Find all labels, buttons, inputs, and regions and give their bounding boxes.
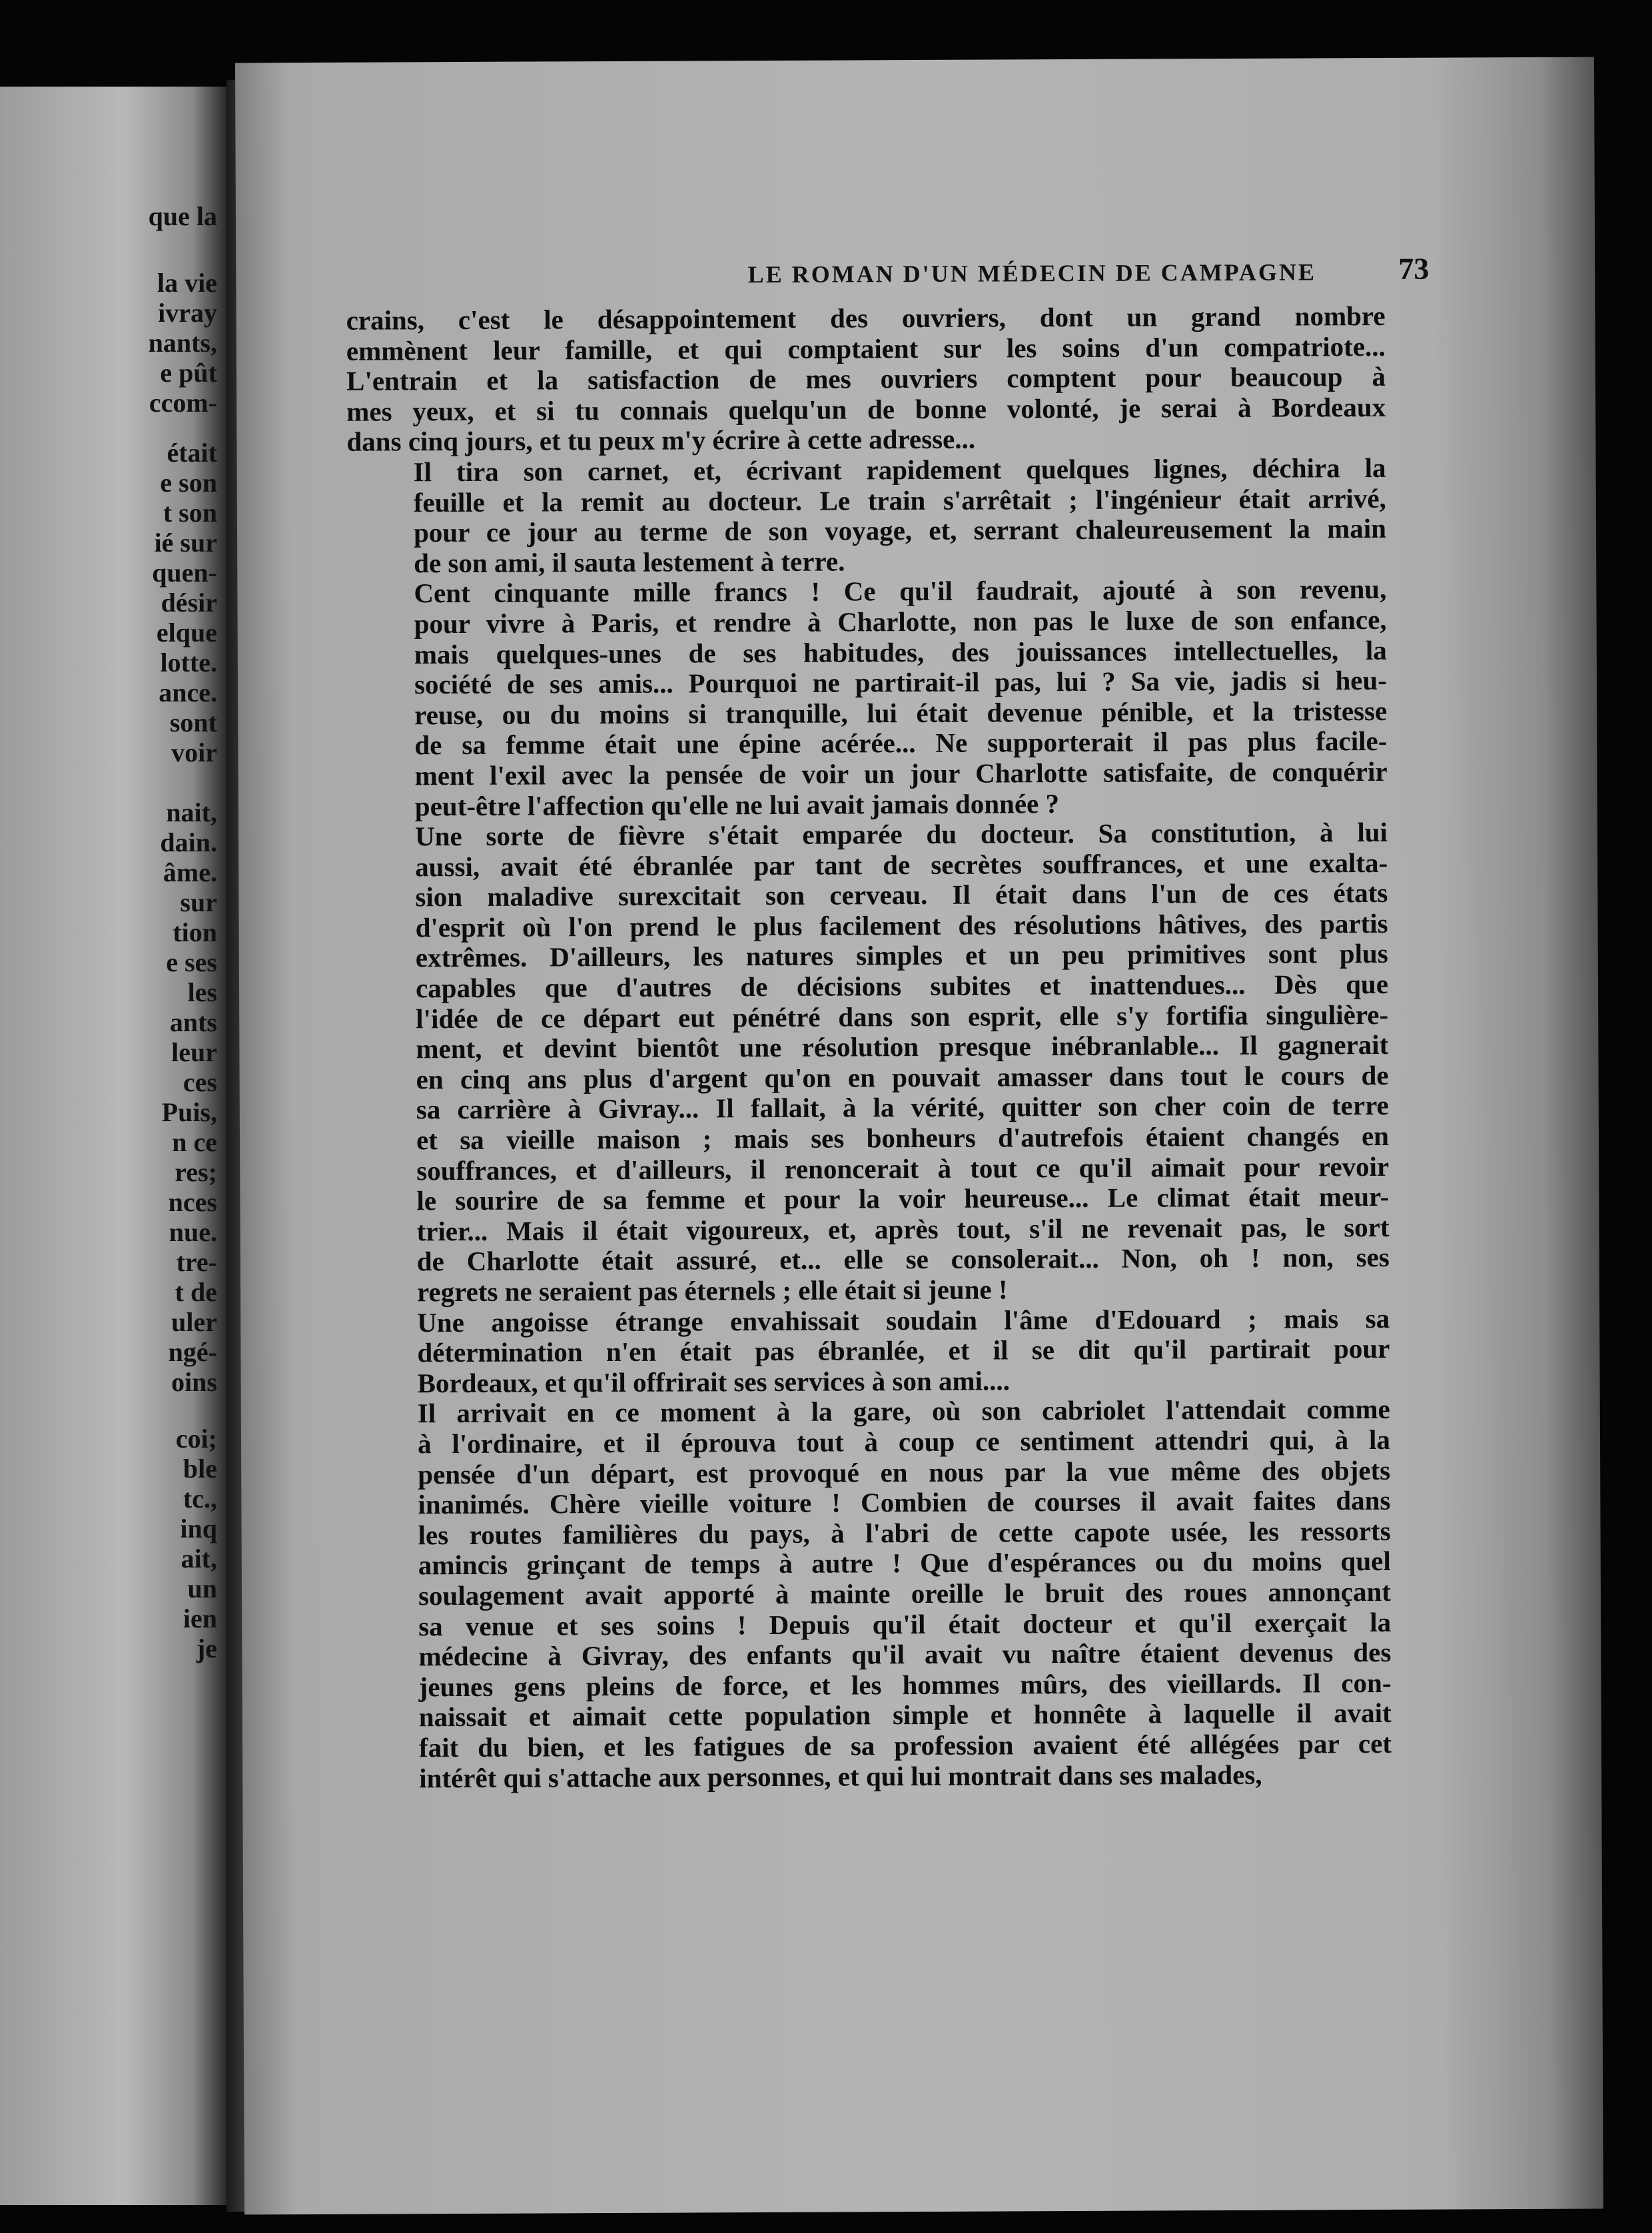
facing-page-text-fragment: oins <box>171 1367 217 1397</box>
text-line: reuse, ou du moins si tranquille, lui était devenue pénible, et la tristesse <box>414 695 1388 731</box>
facing-page-text-fragment: dain. <box>160 827 217 857</box>
text-line: à l'ordinaire, et il éprouva tout à coup ce sentiment attendri qui, à la <box>417 1424 1391 1460</box>
facing-page-text-fragment: coi; <box>175 1424 217 1454</box>
facing-page-text-fragment: ces <box>183 1067 217 1097</box>
facing-page-text-fragment: que la <box>148 201 217 231</box>
facing-page-text-fragment: ants <box>169 1007 217 1037</box>
facing-page-text-fragment: e pût <box>160 358 217 388</box>
text-line: pensée d'un départ, est provoqué en nous par la vue même des objets <box>418 1454 1391 1490</box>
text-line: L'entrain et la satisfaction de mes ouvriers comptent pour beaucoup à <box>346 361 1386 396</box>
paragraph <box>351 1394 1392 1794</box>
text-line: société de ses amis... Pourquoi ne partirait-il pas, lui ? Sa vie, jadis si heu- <box>414 665 1388 700</box>
text-line: amincis grinçant de temps à autre ! Que d'espérances ou du moins quel <box>418 1546 1391 1581</box>
text-line: aussi, avait été ébranlée par tant de secrètes souffrances, et une exalta- <box>415 847 1388 882</box>
text-line: crains, c'est le désappointement des ouvriers, dont un grand nombre <box>346 300 1386 336</box>
paragraph <box>347 453 1387 579</box>
facing-page-text-fragment: leur <box>171 1037 217 1067</box>
facing-page-text-fragment: nait, <box>166 797 217 827</box>
text-line: capables que d'autres de décisions subites et inattendues... Dès que <box>415 968 1389 1004</box>
facing-page-text-fragment: nue. <box>169 1217 217 1247</box>
facing-page-text-fragment: ait, <box>181 1544 217 1573</box>
text-line: jeunes gens pleins de force, et les hommes mûrs, des vieillards. Il con- <box>418 1667 1392 1703</box>
text-line: extrêmes. D'ailleurs, les natures simples et un peu primitives sont plus <box>415 938 1388 973</box>
text-line: mes yeux, et si tu connais quelqu'un de bonne volonté, je serai à Bordeaux <box>346 391 1386 427</box>
text-line: ment, et devint bientôt une résolution presque inébranlable... Il gagnerait <box>416 1029 1389 1065</box>
text-line: Une sorte de fièvre s'était emparée du docteur. Sa constitution, à lui <box>414 817 1388 852</box>
text-line: feuille et la remit au docteur. Le train s'arrêtait ; l'ingénieur était arrivé, <box>413 482 1386 518</box>
facing-page-text-fragment: je <box>196 1633 217 1663</box>
facing-page-text-fragment: tion <box>173 917 217 947</box>
text-line: d'esprit où l'on prend le plus facilement des résolutions hâtives, des partis <box>415 907 1388 943</box>
facing-page-text-fragment: ccom- <box>149 388 217 418</box>
paragraph <box>348 817 1390 1308</box>
text-line: naissait et aimait cette population simple et honnête à laquelle il avait <box>418 1697 1392 1733</box>
book-page <box>235 57 1603 2215</box>
facing-page-text-fragment: sur <box>180 887 217 917</box>
facing-page-fragment <box>0 87 226 2205</box>
facing-page-text-fragment: lotte. <box>160 648 217 677</box>
facing-page-text-fragment: inq <box>180 1514 217 1544</box>
facing-page-text-fragment: t son <box>163 498 217 528</box>
paragraph <box>346 301 1386 458</box>
facing-page-text-fragment: uler <box>171 1307 217 1337</box>
text-line: inanimés. Chère vieille voiture ! Combien de courses il avait faites dans <box>418 1485 1391 1520</box>
text-line: fait du bien, et les fatigues de sa profession avaient été allégées par cet <box>418 1727 1392 1763</box>
text-line: détermination n'en était pas ébranlée, et il se dit qu'il partirait pour <box>417 1333 1390 1368</box>
paragraph <box>347 574 1388 822</box>
facing-page-text-fragment: un <box>187 1573 217 1603</box>
text-line: pour vivre à Paris, et rendre à Charlotte, non pas le luxe de son enfance, <box>414 604 1387 640</box>
text-line: médecine à Givray, des enfants qu'il avait vu naître étaient devenus des <box>418 1637 1392 1672</box>
text-line: regrets ne seraient pas éternels ; elle était si jeune ! <box>416 1274 1008 1308</box>
text-line: Il tira son carnet, et, écrivant rapidement quelques lignes, déchira la <box>413 452 1386 488</box>
text-line: Une angoisse étrange envahissait soudain l'âme d'Edouard ; mais sa <box>417 1302 1390 1338</box>
facing-page-text-fragment: la vie <box>157 268 217 298</box>
text-line: intérêt qui s'attache aux personnes, et qui lui montrait dans ses malades, <box>419 1759 1262 1793</box>
facing-page-text-fragment: ivray <box>158 298 217 328</box>
facing-page-text-fragment: tc., <box>183 1484 217 1514</box>
facing-page-text-fragment: tre- <box>176 1247 217 1277</box>
facing-page-text-fragment: sont <box>169 707 217 737</box>
facing-page-text-fragment: Puis, <box>161 1097 217 1127</box>
facing-page-text-fragment: ngé- <box>168 1337 217 1367</box>
text-line: de son ami, il sauta lestement à terre. <box>414 546 845 579</box>
text-line: de Charlotte était assuré, et... elle se consolerait... Non, oh ! non, ses <box>416 1242 1390 1277</box>
text-line: dans cinq jours, et tu peux m'y écrire à cette adresse... <box>346 423 976 458</box>
facing-page-text-fragment: les <box>187 977 217 1007</box>
facing-page-text-fragment: ble <box>183 1454 217 1484</box>
text-line: mais quelques-unes de ses habitudes, des jouissances intellectuelles, la <box>414 634 1387 670</box>
facing-page-text-fragment: n ce <box>172 1127 217 1157</box>
facing-page-text-fragment: e ses <box>166 947 217 977</box>
facing-page-text-fragment: désir <box>161 588 217 618</box>
facing-page-text-fragment: voir <box>171 737 217 767</box>
text-line: trier... Mais il était vigoureux, et, après tout, s'il ne revenait pas, le sort <box>416 1211 1390 1247</box>
facing-page-text-fragment: e son <box>160 468 217 498</box>
page-number: 73 <box>1398 251 1430 286</box>
text-line: emmènent leur famille, et qui comptaient sur les soins d'un compatriote... <box>346 330 1386 366</box>
facing-page-text-fragment: était <box>167 438 217 468</box>
text-line: le sourire de sa femme et pour la voir heureuse... Le climat était meur- <box>416 1181 1390 1216</box>
text-line: en cinq ans plus d'argent qu'on en pouvait amasser dans tout le cours de <box>416 1059 1389 1095</box>
text-line: sa venue et ses soins ! Depuis qu'il était docteur et qu'il exerçait la <box>418 1606 1392 1641</box>
page-body <box>346 301 1392 1794</box>
text-line: sion maladive surexcitait son cerveau. Il était dans l'un de ces états <box>415 877 1388 913</box>
running-title: LE ROMAN D'UN MÉDECIN DE CAMPAGNE <box>747 258 1317 288</box>
text-line: Bordeaux, et qu'il offrirait ses services à son ami.... <box>417 1365 1011 1399</box>
text-line: souffrances, et d'ailleurs, il renoncerait à tout ce qu'il aimait pour revoir <box>416 1150 1390 1186</box>
facing-page-text-fragment: ance. <box>159 677 217 707</box>
text-line: soulagement avait apporté à mainte oreille le bruit des roues annonçant <box>418 1575 1392 1611</box>
facing-page-text-fragment: nants, <box>148 328 217 358</box>
text-line: de sa femme était une épine acérée... Ne supporterait il pas plus facile- <box>414 725 1388 761</box>
text-line: peut-être l'affection qu'elle ne lui avait jamais donnée ? <box>414 787 1060 821</box>
text-line: l'idée de ce départ eut pénétré dans son esprit, elle s'y fortifia singulière- <box>416 999 1389 1034</box>
text-line: et sa vieille maison ; mais ses bonheurs d'autrefois étaient changés en <box>416 1120 1390 1156</box>
text-line: Cent cinquante mille francs ! Ce qu'il faudrait, ajouté à son revenu, <box>414 574 1387 609</box>
facing-page-text-fragment: res; <box>175 1157 217 1187</box>
text-line: les routes familières du pays, à l'abri de cette capote usée, les ressorts <box>418 1515 1391 1551</box>
facing-page-text-fragment: âme. <box>163 857 217 887</box>
facing-page-text-fragment: ien <box>183 1603 217 1633</box>
text-line: pour ce jour au terme de son voyage, et, serrant chaleureusement la main <box>413 513 1387 548</box>
facing-page-text-fragment: ié sur <box>154 528 217 558</box>
facing-page-text-fragment: t de <box>175 1277 217 1307</box>
paragraph <box>350 1304 1390 1400</box>
facing-page-text-fragment: quen- <box>152 558 217 588</box>
text-line: ment l'exil avec la pensée de voir un jour Charlotte satisfaite, de conquérir <box>414 755 1388 791</box>
facing-page-text-fragment: nces <box>168 1187 217 1217</box>
text-line: Il arrivait en ce moment à la gare, où son cabriolet l'attendait comme <box>417 1394 1390 1429</box>
facing-page-text-fragment: elque <box>156 618 217 648</box>
text-line: sa carrière à Givray... Il fallait, à la vérité, quitter son cher coin de terre <box>416 1090 1389 1125</box>
